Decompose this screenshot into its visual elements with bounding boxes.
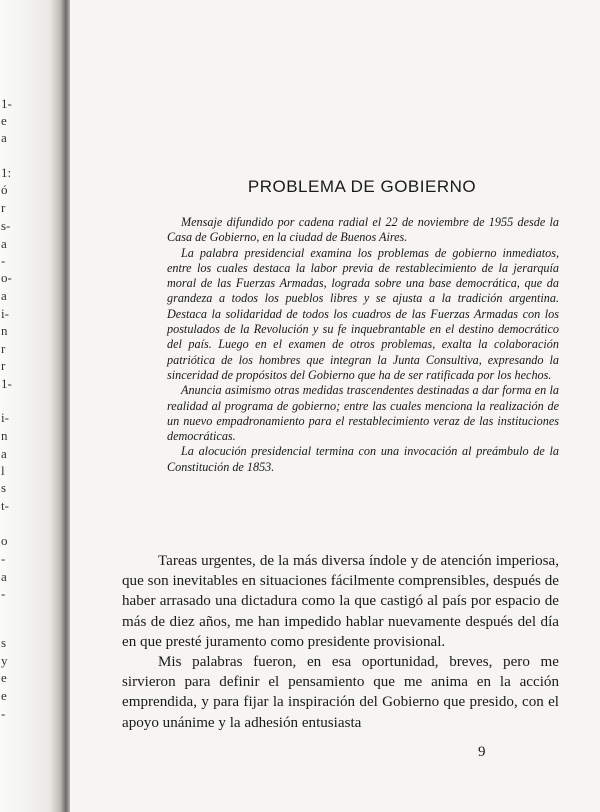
fragment: 1:: [1, 165, 12, 180]
facing-page-fragments: [0, 0, 12, 812]
fragment: e: [1, 688, 7, 703]
fragment: e: [1, 670, 7, 685]
summary-paragraph: Anuncia asimismo otras medidas trascendentes destinadas a dar forma en la realidad al programa de gobierno; entre las cuales menciona la realización de un nuevo empadronamiento para el restablecimiento veraz de las instituciones democráticas.: [167, 383, 559, 444]
summary-paragraph: La alocución presidencial termina con una invocación al preámbulo de la Constitución de 1853.: [167, 444, 559, 474]
fragment: o: [1, 533, 8, 548]
fragment: y: [1, 653, 8, 668]
fragment: r: [1, 341, 6, 356]
fragment: n: [1, 323, 8, 338]
fragment: 1-: [1, 96, 12, 111]
fragment: ó: [1, 182, 8, 197]
chapter-summary: [167, 215, 559, 475]
chapter-title: PROBLEMA DE GOBIERNO: [247, 177, 477, 196]
fragment: a: [1, 569, 7, 584]
fragment: r: [1, 358, 6, 373]
fragment: s: [1, 635, 7, 650]
fragment: n: [1, 428, 8, 443]
fragment: e: [1, 113, 7, 128]
fragment: a: [1, 236, 7, 251]
fragment: a: [1, 288, 7, 303]
fragment: s: [1, 480, 7, 495]
fragment: a: [1, 446, 7, 461]
fragment: -: [1, 253, 6, 268]
fragment: a: [1, 130, 7, 145]
summary-paragraph: La palabra presidencial examina los problemas de gobierno inmediatos, entre los cuales destaca la labor previa de restablecimiento de la jerarquía moral de las Fuerzas Armadas, lograda sobre una base democrática, que da grandeza a todos los pueblos libres y se ajusta a la tradición argentina. Destaca la solidaridad de todos los cuadros de las Fuerzas Armadas con los postulados de la Revolución y su fe inquebrantable en el destino democrático del país. Luego en el examen de otros problemas, exalta la colaboración patriótica de los hombres que integran la Junta Consultiva, expresando la sinceridad de propósitos del Gobierno que ha de ser ratificada por los hechos.: [167, 245, 559, 382]
fragment: 1-: [1, 376, 12, 391]
fragment: i-: [1, 410, 9, 425]
page-number: 9: [478, 744, 486, 760]
fragment: -: [1, 706, 6, 721]
fragment: -: [1, 586, 6, 601]
book-page: [70, 0, 600, 812]
fragment: -: [1, 551, 6, 566]
fragment: t-: [1, 498, 9, 513]
fragment: o-: [1, 270, 12, 285]
summary-paragraph: Mensaje difundido por cadena radial el 22 de noviembre de 1955 desde la Casa de Gobierno, en la ciudad de Buenos Aires.: [167, 215, 559, 245]
body-paragraph: Tareas urgentes, de la más diversa índole y de atención imperiosa, que son inevitables en situaciones fácilmente comprensibles, después de haber arrasado una dictadura como la que castigó al país por espacio de más de diez años, me han impedido hablar nuevamente después del día en que presté juramento como presidente provisional.: [122, 553, 559, 650]
fragment: s-: [1, 218, 11, 233]
fragment: r: [1, 200, 6, 215]
body-text: [122, 551, 559, 733]
body-paragraph: Mis palabras fueron, en esa oportunidad, breves, pero me sirvieron para definir el pensamiento que me anima en la acción emprendida, y para fijar la inspiración del Gobierno que presido, con el apoyo unánime y la adhesión entusiasta: [122, 654, 559, 731]
fragment: l: [1, 463, 5, 478]
fragment: i-: [1, 306, 9, 321]
